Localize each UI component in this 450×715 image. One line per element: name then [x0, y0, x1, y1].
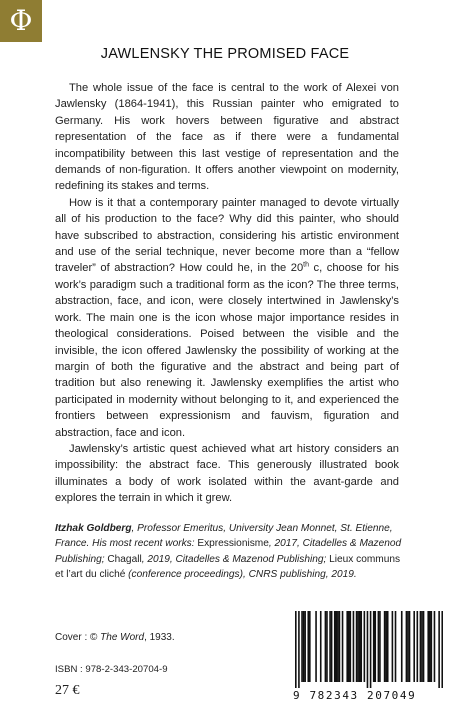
barcode-bar [364, 611, 366, 682]
barcode-bar [307, 611, 309, 682]
barcode-bar [301, 611, 303, 682]
barcode-bar [326, 611, 328, 682]
barcode-bar [413, 611, 415, 682]
barcode-bar [339, 611, 341, 682]
price: 27 € [55, 683, 80, 698]
barcode-bar [385, 611, 387, 682]
paragraph-3: Jawlensky’s artistic quest achieved what art history considers an impossibility: the abstract face. This generously illustrated book illuminates a body of work isolated within the avant-garde and explores the terrain in which it grew. [55, 442, 399, 505]
barcode-bar [342, 611, 344, 682]
barcode-bar [346, 611, 348, 682]
barcode-bar [315, 611, 317, 682]
barcode-bar [367, 611, 369, 688]
cover-work-title: The Word [100, 632, 145, 643]
work-title-2: Chagall [107, 553, 142, 565]
bio-text-2: , 2017, Citadelles & Mazenod Publishing; [55, 538, 402, 565]
barcode-bar [309, 611, 311, 682]
barcode-bar [373, 611, 375, 682]
barcode-bar [336, 611, 338, 682]
cover-credit [55, 632, 175, 643]
barcode-bar [401, 611, 403, 682]
superscript-th: th [303, 261, 309, 269]
barcode-bar [348, 611, 350, 682]
barcode-digits: 9 782343 207049 [293, 689, 417, 702]
paragraph-2-part-1: How is it that a contemporary painter managed to devote virtually all of his production to the face? Why did this painter, who should have subscribed to abstraction, considering his artistic environment and use of the serial technique, never become more than a “fellow traveler” of abstraction? How could he, in the 20 [55, 196, 399, 275]
barcode-bar [378, 611, 380, 682]
barcode-bar [353, 611, 355, 682]
isbn: ISBN : 978-2-343-20704-9 [55, 664, 168, 675]
barcode-bar [407, 611, 409, 682]
barcode-bar [421, 611, 423, 682]
barcode-bar [304, 611, 306, 682]
barcode-bar [434, 611, 436, 682]
barcode-bar [298, 611, 300, 688]
barcode-bar [370, 611, 372, 688]
author-bio [55, 521, 403, 583]
barcode-bar [429, 611, 431, 682]
barcode-bar [420, 611, 422, 682]
blurb [55, 80, 399, 507]
barcode-bar [387, 611, 389, 682]
bio-text-3: , 2019, Citadelles & Mazenod Publishing; [141, 553, 330, 565]
barcode-bar [350, 611, 352, 682]
barcode-bar [406, 611, 408, 682]
paragraph-1: The whole issue of the face is central to the work of Alexei von Jawlensky (1864-1941), this Russian painter who emigrated to Germany. His work hovers between figurative and abstract representation of the face as if there were a fundamental incompatibility between this last vestige of representation and the demands of non-figuration. It offers another viewpoint on modernity, redefining its stakes and terms. [55, 82, 399, 193]
book-title: JAWLENSKY THE PROMISED FACE [100, 46, 350, 62]
work-title-3: Lieux communs et l’art du cliché [55, 553, 401, 581]
author-name: Itzhak Goldberg [55, 523, 132, 534]
barcode-bar [374, 611, 376, 682]
barcode-bar [427, 611, 429, 682]
barcode-bar [431, 611, 433, 682]
barcode-bar [438, 611, 440, 688]
cover-year: , 1933. [144, 632, 175, 643]
barcode-bar [441, 611, 443, 688]
barcode-bar [379, 611, 381, 682]
bio-text-4: (conference proceedings), CNRS publishing, 2019. [125, 569, 357, 581]
barcode-bar [334, 611, 336, 682]
barcode [295, 611, 443, 688]
barcode-bar [384, 611, 386, 682]
barcode-bar [325, 611, 327, 682]
barcode-bar [320, 611, 322, 682]
barcode-bar [395, 611, 397, 682]
barcode-bar [329, 611, 331, 682]
barcode-bar [409, 611, 411, 682]
paragraph-2 [55, 195, 399, 441]
barcode-bar [356, 611, 358, 682]
barcode-bar [295, 611, 297, 688]
publisher-logo [0, 0, 42, 42]
cover-prefix: Cover : © [55, 632, 101, 643]
barcode-bar [303, 611, 305, 682]
barcode-bar [359, 611, 361, 682]
barcode-bar [357, 611, 359, 682]
barcode-bar [417, 611, 419, 682]
barcode-bar [392, 611, 394, 682]
barcode-bars [295, 611, 443, 688]
phi-icon: Φ [9, 4, 33, 37]
barcode-bar [337, 611, 339, 682]
bio-text-1: , Professor Emeritus, University Jean Monnet, St. Etienne, France. His most recent works: [55, 523, 393, 550]
paragraph-2-part-2: c, choose for his work’s paradigm such a traditional form as the icon? The three terms, abstraction, face, and icon, were closely intertwined in Jawlensky’s work. The main one is the icon whose major importance resides in theological considerations. Poised between the visible and the invisible, the icon offered Jawlensky the possibility of working at the margin of both the figurative and the abstract and being part of tradition but also renewing it. Jawlensky exemplifies the artist who participated in modernity without belonging to it, and experienced the frontiers between expressionism and fauvism, figuration and abstraction, face and icon. [55, 262, 400, 439]
work-title-1: Expressionisme [197, 538, 269, 550]
barcode-bar [331, 611, 333, 682]
barcode-bar [360, 611, 362, 682]
barcode-bar [423, 611, 425, 682]
